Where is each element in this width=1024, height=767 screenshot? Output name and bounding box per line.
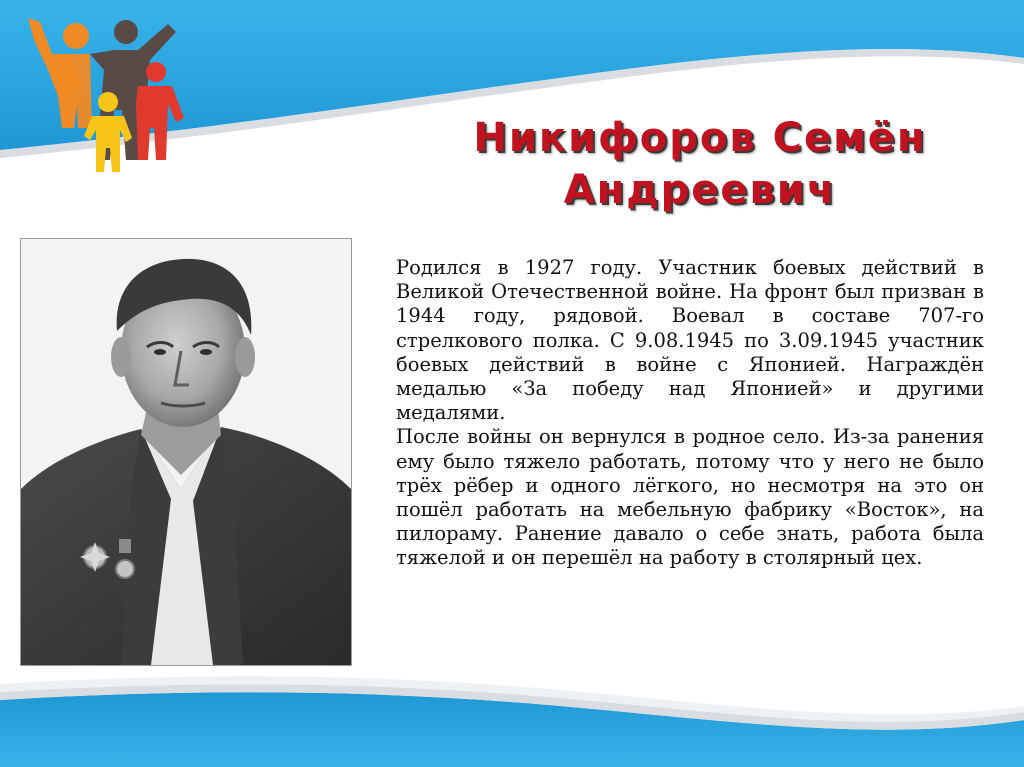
bio-paragraph-2: После войны он вернулся в родное село. Из-за ранения ему было тяжело работать, потому что у него не было трёх рёбер и одного лёгкого, но несмотря на это он пошёл работать на мебельную фабрику «Восток», на пилораму. Ранение давало о себе знать, работа была тяжелой и он перешёл на работу в столярный цех.	[396, 425, 984, 570]
portrait-photo	[20, 238, 352, 666]
portrait-photo-image	[21, 239, 351, 665]
bottom-wave	[0, 692, 1024, 767]
biography-text	[396, 256, 984, 571]
title-line-name: Никифоров Семён	[473, 115, 927, 161]
bio-paragraph-1: Родился в 1927 году. Участник боевых действий в Великой Отечественной войне. На фронт был призван в 1944 году, рядовой. Воевал в составе 707-го стрелкового полка. С 9.08.1945 по 3.09.1945 участник боевых действий в войне с Японией. Награждён медалью «За победу над Японией» и другими медалями.	[396, 256, 984, 425]
title-line-patronymic: Андреевич	[563, 167, 837, 213]
page-title	[440, 112, 960, 216]
family-icon	[18, 10, 188, 175]
